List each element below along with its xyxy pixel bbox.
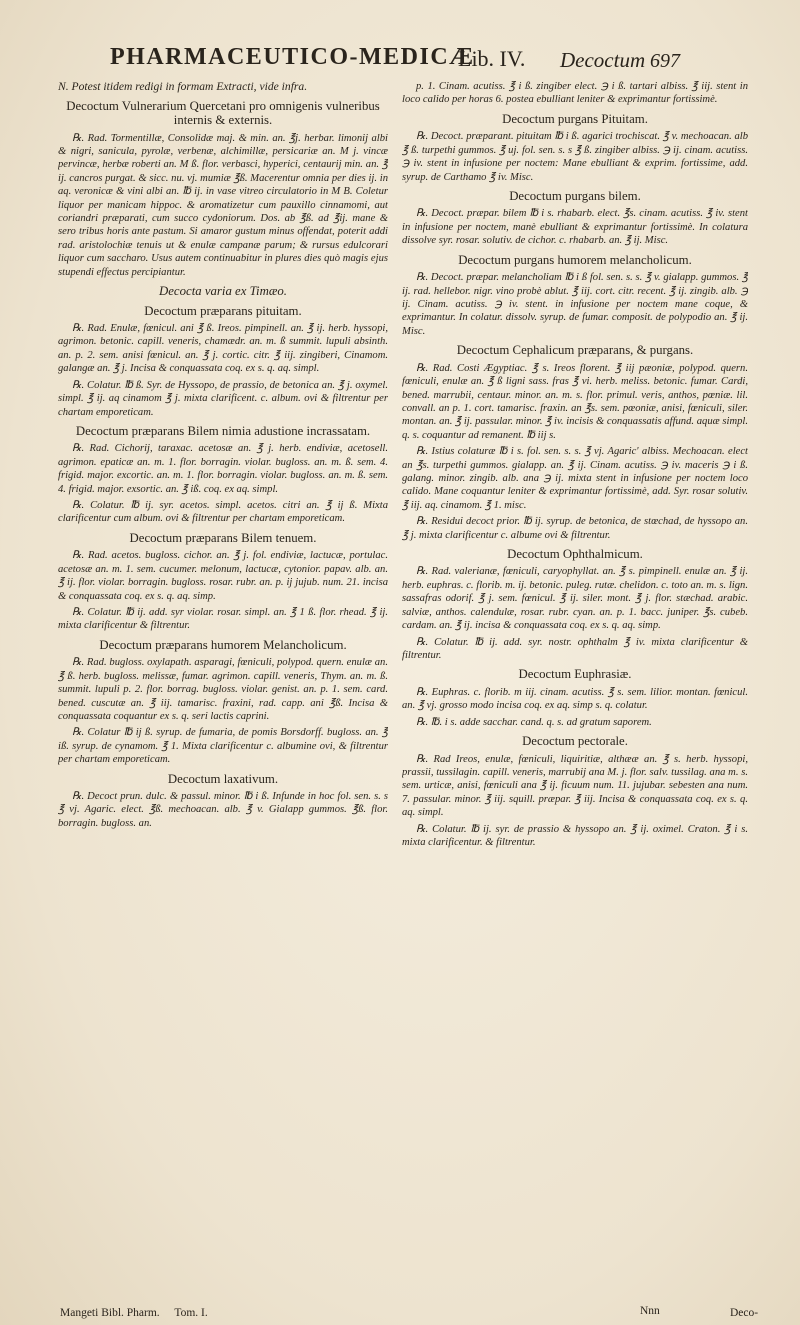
left-column: [58, 80, 388, 1320]
recipe-heading: Decoctum purgans bilem.: [509, 188, 641, 203]
recipe-heading: Decoctum præparans Bilem tenuem.: [129, 530, 317, 545]
recipe-paragraph: ℞. Decoct. præparant. pituitam ℔ i ß. agarici trochiscat. ℥ v. mechoacan. alb ℥ ß. turpethi gummos. ℥ uj. fol. sen. s. s ℥ ß. zingiber albiss. ℈ ij. cinam. acutiss. ℈ iv. stent in infusione per noctem: Mane ebulliant & exprim. fortissime, add. syrup. de Carthamo ℥ iv. Misc.: [402, 131, 748, 183]
recipe-paragraph: ℞. Residui decoct prior. ℔ ij. syrup. de betonica, de stœchad, de hyssopo an. ℥ j. mixta clarificentur c. albume ovi & filtrentur.: [402, 516, 748, 541]
editorial-note: N. Potest itidem redigi in formam Extracti, vide infra.: [58, 80, 308, 93]
recipe-paragraph: ℞. Euphras. c. florib. m iij. cinam. acutiss. ℥ s. sem. lilior. montan. fœnicul. an. ℥ vj. grosso modo incisa coq. ex aq. simp s. q. colatur.: [402, 686, 748, 712]
recipe-paragraph: ℞. Rad. Costi Ægyptiac. ℥ s. Ireos florent. ℥ iij pæoniæ, polypod. quern. fœniculi, enulæ an. ℥ ß ligni sass. fras ℥ vi. herb. meliss. betonic. fumar. Cardi, bened. marrubii, centaur. minor. an. m. s. flor. primul. veris, anthos, pœniæ. lil. convall. an p. 1. cort. tamarisc. fraxin. an ℥s. sem. pœoniæ, anisi, fœniculi, siler. montan. an. ℥ ij. passular. minor. ℥ iv. incisis & conquassatis affund. aquæ simpl. q. s. coquantur ad remanent. ℔ iij s.: [402, 362, 748, 441]
recipe-paragraph: ℞. Istius colaturæ ℔ i s. fol. sen. s. s. ℥ vj. Agaric' albiss. Mechoacan. elect an ℥s. turpethi gummos. gialapp. an. ℥ ij. Cinam. acutiss. ℈ iv. maceris ℈ i ß. galang. minor. zingib. alb. ana ℈ ij. mixta stent in infusione per noctem loco calido. Mane coquantur leniter & exprimantur fortissimè, add. Syr. rosar solutiv. ℥ iij. aq. cinamom. ℥ 1. misc.: [402, 446, 748, 511]
recipe-paragraph: ℞. Rad Ireos, enulæ, fœniculi, liquiritiæ, althææ an. ℥ s. herb. hyssopi, prassii, tussilagin. capill. veneris, marrubij ana M. j. flor. salv. tussilag. ana m. s. sem. urticæ, anisi, fœniculi ana ℥ ij. ficuum num. 11. jujubar. sebesten ana num. 7. passular. minor. ℥ iij. squill. præpar. ℥ iij. Incisa & conquassata coq. ex s. q. aq. simpl.: [402, 753, 748, 819]
page-number: 697: [650, 50, 680, 72]
recipe-paragraph: ℞. Colatur ℔ ij ß. syrup. de fumaria, de pomis Borsdorff. bugloss. an. ℥ iß. syrup. de cynamom. ℥ 1. Mixta clarificentur c. albumine ovi, & filtrentur per chartam emporeticam.: [58, 727, 388, 766]
right-column: [402, 80, 748, 1280]
book-number: Lib. IV.: [458, 46, 526, 71]
recipe-heading: Decoctum præparans humorem Melancholicum.: [99, 637, 347, 652]
recipe-heading: Decoctum purgans Pituitam.: [502, 111, 648, 126]
recipe-paragraph: ℞. ℔. i s. adde sacchar. cand. q. s. ad gratum saporem.: [416, 716, 652, 728]
recipe-heading: Decoctum pectorale.: [522, 734, 628, 749]
recipe-heading: Decoctum purgans humorem melancholicum.: [458, 252, 692, 267]
recipe-paragraph: ℞. Colatur. ℔ ij. add. syr violar. rosar. simpl. an. ℥ 1 ß. flor. rhead. ℥ ij. mixta clarificentur & filtrentur.: [58, 606, 388, 632]
recipe-paragraph: p. 1. Cinam. acutiss. ℥ i ß. zingiber elect. ℈ i ß. tartari albiss. ℥ iij. stent in loco calido per horas 6. postea ebulliant leniter & exprimantur fortissimè.: [402, 81, 748, 106]
recipe-paragraph: ℞. Rad. Tormentillæ, Consolidæ maj. & min. an. ℥j. herbar. limonij albi & nigri, sanicula, pyrolæ, verbenæ, alchimillæ, persicariæ an. M j. vincæ pervincæ, herbæ roberti an. M ß. flor. verbasci, hyperici, centaurij min. an. ℥ ij. cancros purgat. & sicc. nu. vj. mumiæ ℥ß. Macerentur omnia per dies ij. in aq. veronicæ & vini albi an. ℔ ij. in vase vitreo circulatorio in M B. Coletur liquor per manicam hippoc. & aromatizetur cum pauxillo cinnamomi, aut coriandri præparati, cum succo cydoniorum. Dos. ab ℥ß. ad ℥ij. mane & sero tribus horis ante pastum. Si amaror gustum minus offendat, poterit addi rad. aristolochiæ tenuis ut & enulæ campanæ parum; & rursus edulcorari liquor cum saccharo. Usus autem continuabitur in plures dies quò magis ejus stupendi effectus percipiantur.: [58, 132, 388, 278]
recipe-paragraph: ℞. Rad. acetos. bugloss. cichor. an. ℥ j. fol. endiviæ, lactucæ, portulac. acetosæ an. m. 1. sem. cucumer. melonum, lactucæ, cytonior. papav. alb. an. ℥ ij. flor. violar. borragin. bugloss. rosar. rubr. an. p. ij jujub. num. 21. incisa & conquassata coq. ex s. q. aq. simp.: [58, 550, 388, 602]
recipe-paragraph: ℞. Colatur. ℔ ij. add. syr. nostr. ophthalm ℥ iv. mixta clarificentur & filtrentur.: [402, 636, 748, 661]
recipe-heading: Decoctum præparans pituitam.: [144, 303, 302, 318]
recipe-heading: Decoctum Euphrasiæ.: [518, 667, 632, 682]
section-title: Decoctum: [560, 48, 646, 72]
recipe-paragraph: ℞. Rad. bugloss. oxylapath. asparagi, fœniculi, polypod. quern. enulæ an. ℥ ß. herb. bugloss. melissæ, fumar. agrimon. capill. veneris, Thym. an. m. ß. summit. lupuli p. 2. flor. borrag. bugloss. violar. genist. an. p. 1. sem. card. bened. cuscutæ an. ℥ iij. tamarisc. fraxini, rad. capp. ani ℥ß. Incisa & conquassata coquantur ex s. q. seri lactis caprini.: [58, 657, 388, 722]
recipe-paragraph: ℞. Colatur. ℔ ij. syr. acetos. simpl. acetos. citri an. ℥ ij ß. Mixta clarificentur cum album. ovi & filtrentur per chartam emporeticam.: [58, 500, 388, 525]
running-head: [110, 44, 730, 80]
signature-mark: Nnn: [640, 1305, 660, 1317]
footer: [60, 1307, 220, 1319]
recipe-heading: Decoctum præparans Bilem nimia adustione incrassatam.: [75, 423, 371, 438]
recipe-paragraph: ℞. Rad. Enulæ, fœnicul. ani ℥ ß. Ireos. pimpinell. an. ℥ ij. herb. hyssopi, agrimon. betonic. capill. veneris, chamædr. an. m. ß summit. lupuli absinth. an. p. 2. sem. anisi fœnicul. an. ℥ j. cortic. citr. ℥ iij. zingiberi, Cinamom. galangæ an. ℥ j. Incisa & conquassata coq. ex s. q. aq. simpl.: [58, 323, 388, 375]
recipe-heading: Decoctum Vulnerarium Quercetani pro omnigenis vulneribus internis & externis.: [66, 98, 380, 128]
recipe-paragraph: ℞. Decoct. præpar. melancholiam ℔ i ß fol. sen. s. s. ℥ v. gialapp. gummos. ℥ ij. rad. hellebor. nigr. vino probè ablut. ℥ iij. cort. citr. recent. ℥ ij. zingib. alb. ℈ ij. Cinam. acutiss. ℈ iv. stent. in infusione per noctem mane coque, & exprimantur. In colatur. dissolv. syrup. de fumar. composit. de polypodio an. ℥ ij. Misc.: [402, 272, 748, 337]
footer-book-title: Mangeti Bibl. Pharm.: [60, 1307, 160, 1319]
recipe-paragraph: ℞. Decoct. præpar. bilem ℔ i s. rhabarb. elect. ℥s. cinam. acutiss. ℥ iv. stent in infusione per noctem, manè ebulliant & exprimantur fortissimè. In colatura dissolve syr. rosar. solutiv. de cichor. c. rhabarb. an. ℥ ij. Misc.: [402, 208, 748, 247]
recipe-paragraph: ℞. Colatur. ℔ ß. Syr. de Hyssopo, de prassio, de betonica an. ℥ j. oxymel. simpl. ℥ ij. aq cinamom ℥ j. mixta clarificent. c. album. ovi & filtrentur per chartam emporeticam.: [58, 379, 388, 418]
recipe-paragraph: ℞. Rad. Cichorij, taraxac. acetosæ an. ℥ j. herb. endiviæ, acetosell. agrimon. epaticæ an. m. 1. flor. borragin. violar. bugloss. an. m. ß. sem. 4. frigid. major. excortic. an. m. 1. flor. borragin. violar. bugloss. an. m. ß. sem. 4. frigid. major. exsortic. an. ℥ iß. coq. ex aq. simpl.: [58, 443, 388, 495]
footer-tome: Tom. I.: [174, 1307, 208, 1319]
recipe-heading: Decoctum Cephalicum præparans, & purgans.: [456, 343, 694, 358]
catchword: Deco-: [730, 1307, 759, 1319]
running-head-title: PHARMACEUTICO-MEDICÆ: [110, 44, 475, 70]
recipe-paragraph: ℞. Colatur. ℔ ij. syr. de prassio & hyssopo an. ℥ ij. oximel. Craton. ℥ i s. mixta clarificentur. & filtrentur.: [402, 823, 748, 848]
recipe-paragraph: ℞. Rad. valerianæ, fœniculi, caryophyllat. an. ℥ s. pimpinell. enulæ an. ℥ ij. herb. euphras. c. florib. m. ij. betonic. puleg. rutæ. chelidon. c. toto an. m. s. lign. sassafras odorif. ℥ j. sem. fœnicul. ℥ ij. siler. mont. ℥ j. flor. stæchad. arabic. salviæ, anthos. calendulæ, rosar. rubr. cyan. an. p. 1. bacc. juniper. ℥s. cubeb. cardam. an. ℥ ij. incisa & conquassata coq. ex s. q. aq. simp.: [402, 566, 748, 632]
recipe-heading: Decoctum Ophthalmicum.: [507, 546, 643, 561]
section-heading: Decocta varia ex Timæo.: [159, 284, 287, 299]
recipe-paragraph: ℞. Decoct prun. dulc. & passul. minor. ℔ i ß. Infunde in hoc fol. sen. s. s ℥ vj. Agaric. elect. ℥ß. mechoacan. alb. ℥ v. Gialapp gummos. ℥ß. flor. borragin. bugloss. an.: [58, 791, 388, 829]
recipe-heading: Decoctum laxativum.: [167, 771, 279, 786]
